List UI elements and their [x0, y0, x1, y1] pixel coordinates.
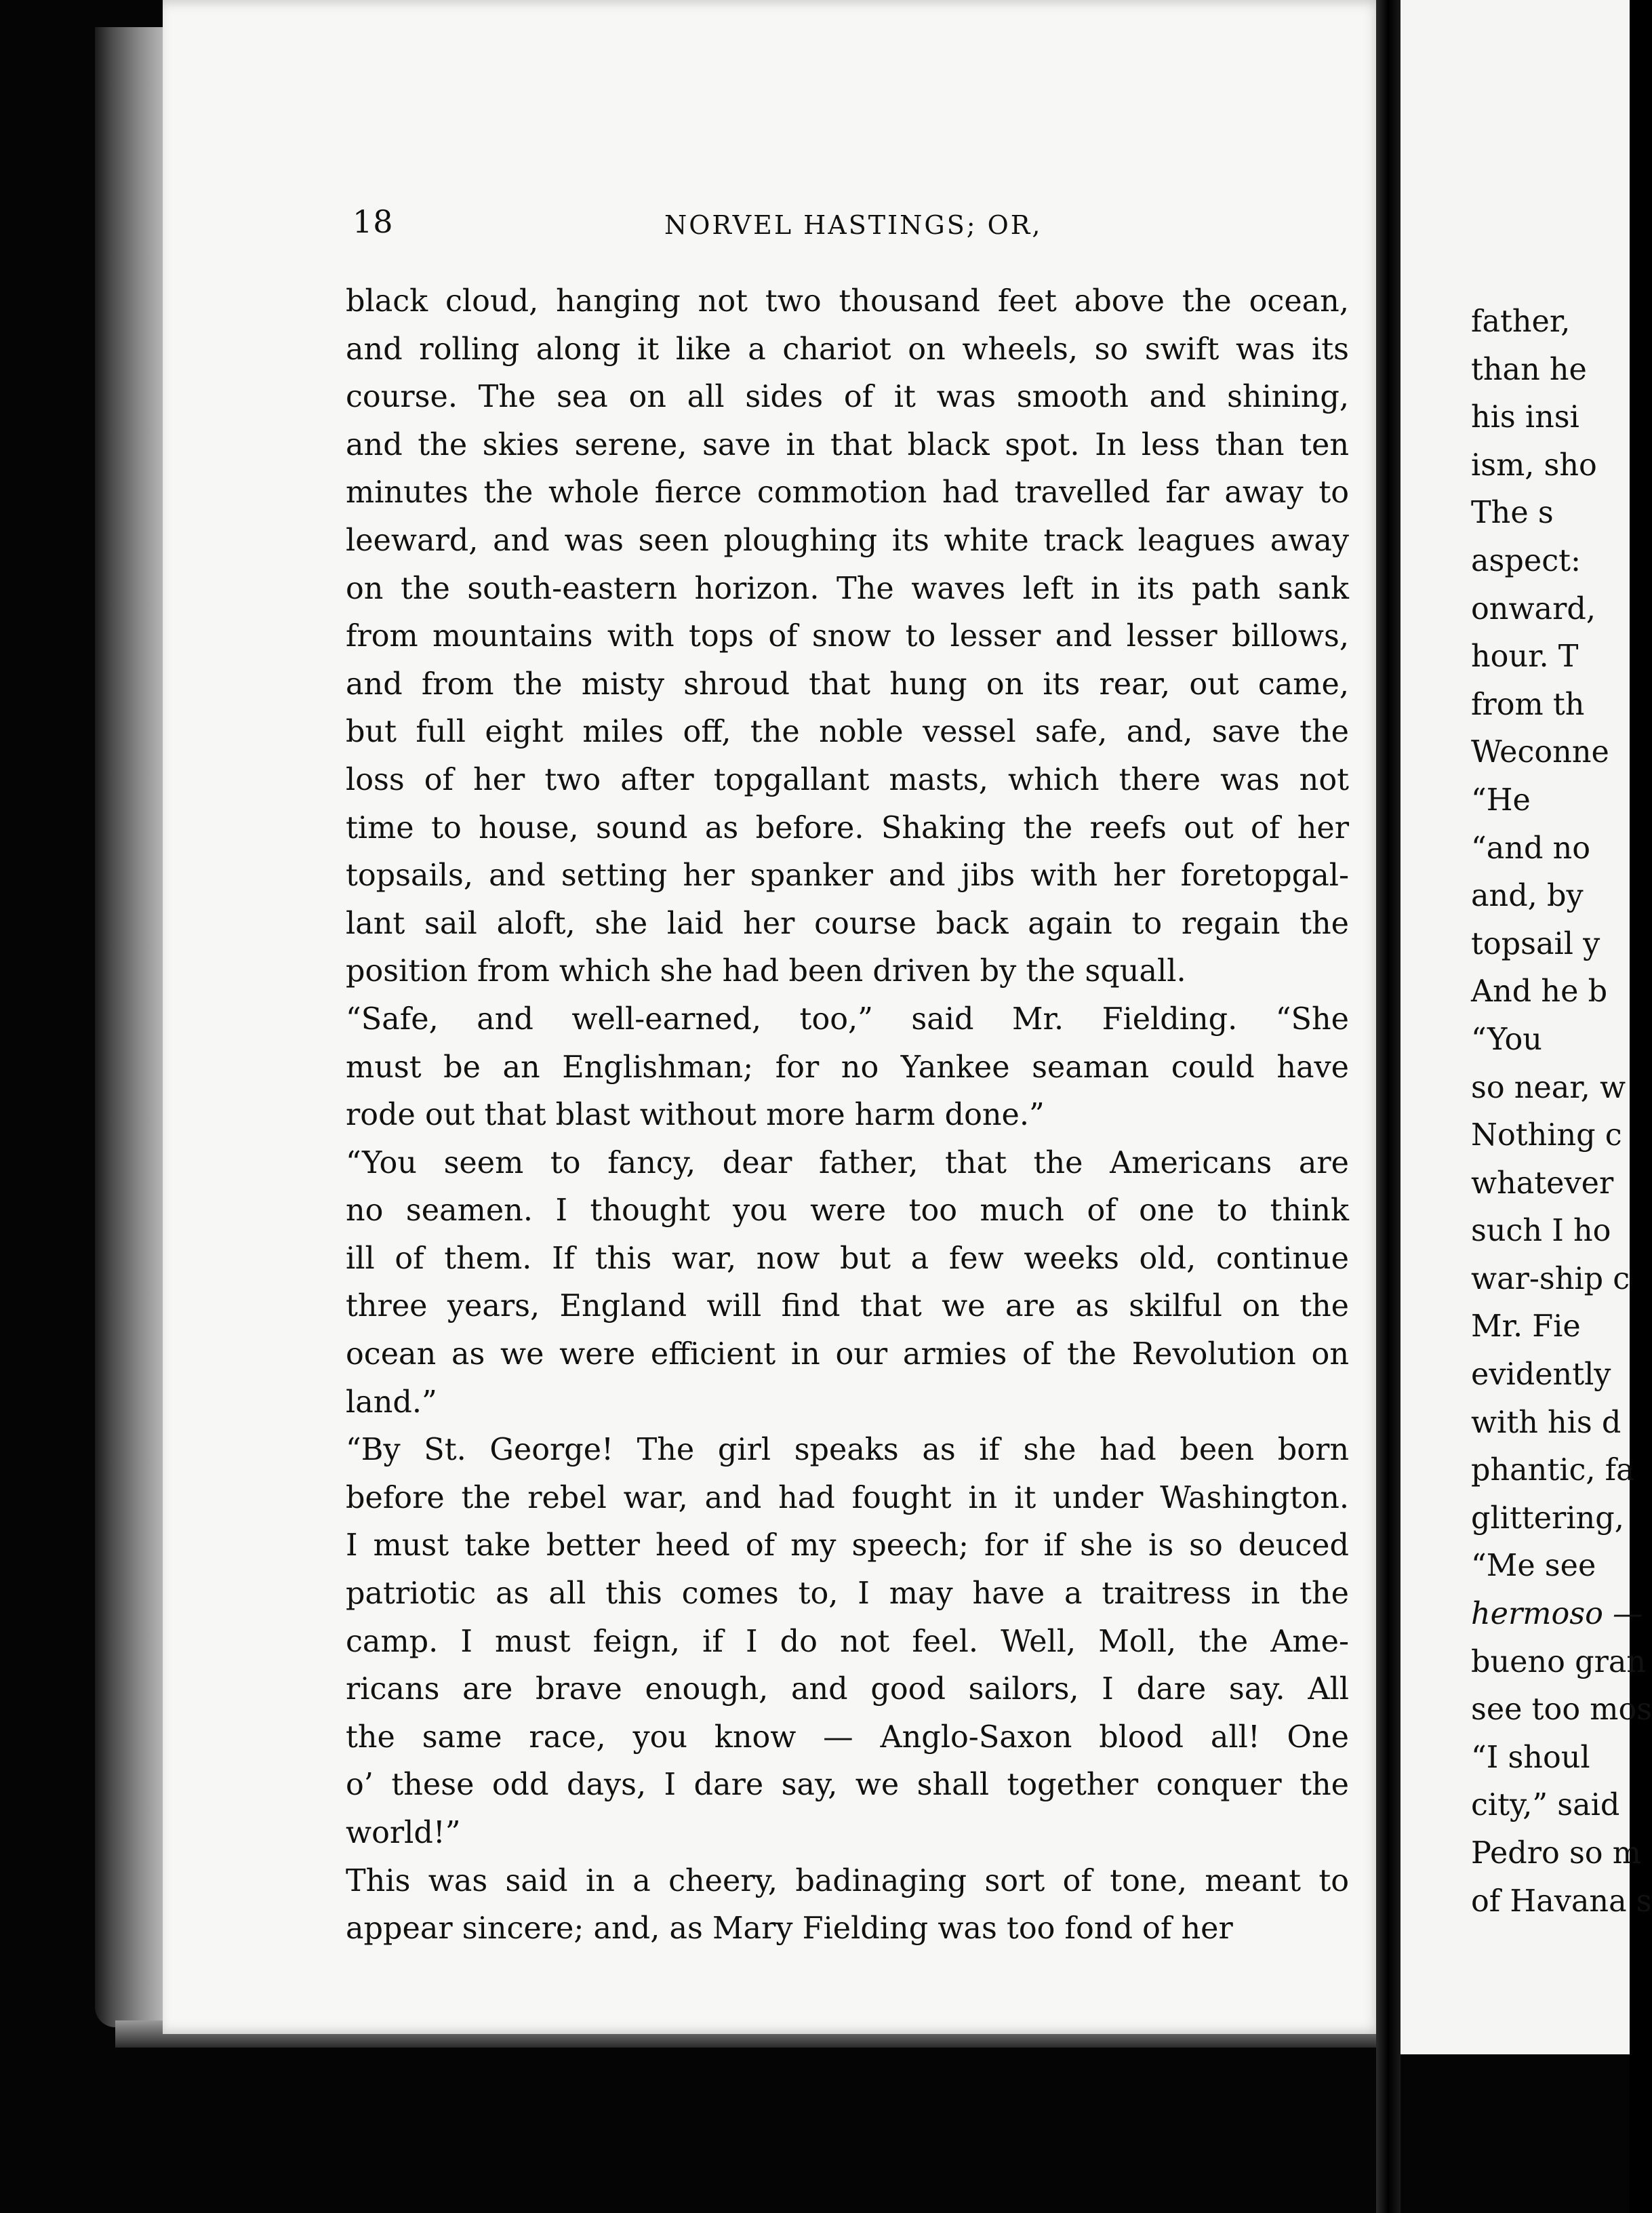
text-line: “and no	[1471, 831, 1591, 866]
text-line: three years, England will find that we are as skilful on the	[346, 1289, 1349, 1324]
text-line: ism, sho	[1471, 447, 1597, 483]
page-number: 18	[352, 203, 394, 240]
text-line: hour. T	[1471, 639, 1579, 675]
text-line: of Havana s	[1471, 1883, 1652, 1919]
text-line: position from which she had been driven by the squall.	[346, 954, 1186, 989]
text-line: war-ship c	[1471, 1261, 1630, 1296]
text-line: And he b	[1471, 974, 1608, 1010]
text-line: hermoso —	[1471, 1597, 1643, 1632]
text-line: time to house, sound as before. Shaking the reefs out of her	[346, 810, 1349, 845]
text-line: lant sail aloft, she laid her course back again to regain the	[346, 906, 1349, 941]
text-line: Nothing c	[1471, 1118, 1622, 1153]
text-line: so near, w	[1471, 1070, 1626, 1105]
text-line: father,	[1471, 304, 1571, 339]
text-line: black cloud, hanging not two thousand feet above the ocean,	[346, 284, 1349, 319]
text-line: “Me see	[1471, 1549, 1596, 1584]
text-line: ill of them. If this war, now but a few weeks old, continue	[346, 1241, 1349, 1276]
text-line: loss of her two after topgallant masts, which there was not	[346, 762, 1349, 797]
text-line: leeward, and was seen ploughing its white track leagues away	[346, 523, 1349, 558]
text-line: The s	[1471, 496, 1554, 531]
text-line: evidently	[1471, 1357, 1611, 1393]
text-line: such I ho	[1471, 1214, 1611, 1249]
text-line: whatever	[1471, 1165, 1614, 1201]
text-line: topsail y	[1471, 926, 1600, 961]
text-line: “Safe, and well-earned, too,” said Mr. Fielding. “She	[346, 1001, 1349, 1037]
text-line: from mountains with tops of snow to lesser and lesser billows,	[346, 619, 1349, 654]
text-line: Pedro so m	[1471, 1836, 1641, 1871]
text-line: rode out that blast without more harm done.”	[346, 1098, 1045, 1133]
text-line: aspect:	[1471, 543, 1581, 578]
text-line: patriotic as all this comes to, I may have a traitress in the	[346, 1576, 1349, 1612]
book-gutter	[1376, 0, 1401, 2213]
text-line: and from the misty shroud that hung on its rear, out came,	[346, 666, 1349, 702]
text-line: topsails, and setting her spanker and jibs with her foretopgal-	[346, 858, 1349, 894]
text-line: city,” said	[1471, 1788, 1620, 1823]
text-line: must be an Englishman; for no Yankee seaman could have	[346, 1050, 1349, 1085]
text-line: his insi	[1471, 400, 1579, 435]
text-line: phantic, fa	[1471, 1453, 1634, 1488]
text-line: from th	[1471, 687, 1585, 722]
text-line: land.”	[346, 1384, 437, 1420]
text-line: with his d	[1471, 1405, 1621, 1440]
text-line: and the skies serene, save in that black spot. In less than ten	[346, 427, 1349, 462]
text-line: bueno gran	[1471, 1644, 1647, 1679]
text-line: Weconne	[1471, 735, 1609, 770]
text-line: I must take better heed of my speech; for if she is so deuced	[346, 1528, 1349, 1563]
text-line: course. The sea on all sides of it was smooth and shining,	[346, 380, 1349, 415]
text-line: glittering,	[1471, 1500, 1624, 1536]
text-line: o’ these odd days, I dare say, we shall together conquer the	[346, 1768, 1349, 1803]
text-line: “He	[1471, 782, 1531, 818]
text-line: and, by	[1471, 879, 1584, 914]
text-line: appear sincere; and, as Mary Fielding was too fond of her	[346, 1911, 1233, 1947]
text-line: “By St. George! The girl speaks as if she had been born	[346, 1433, 1349, 1468]
text-line: onward,	[1471, 591, 1596, 626]
text-line: ocean as we were efficient in our armies of the Revolution on	[346, 1337, 1349, 1372]
text-line: minutes the whole fierce commotion had travelled far away to	[346, 475, 1349, 511]
text-line: “You	[1471, 1022, 1542, 1057]
running-head	[352, 203, 1356, 244]
text-line: before the rebel war, and had fought in it under Washington.	[346, 1480, 1349, 1515]
right-page-fragment	[1471, 298, 1652, 1926]
text-line: no seamen. I thought you were too much of one to think	[346, 1193, 1349, 1229]
text-line: “I shoul	[1471, 1740, 1590, 1775]
text-line: camp. I must feign, if I do not feel. Well, Moll, the Ame-	[346, 1624, 1349, 1659]
text-line: on the south-eastern horizon. The waves left in its path sank	[346, 571, 1349, 606]
running-title: NORVEL HASTINGS; OR,	[664, 210, 1043, 240]
text-line: than he	[1471, 352, 1587, 387]
text-line: world!”	[346, 1816, 461, 1850]
text-line: This was said in a cheery, badinaging sort of tone, meant to	[346, 1863, 1349, 1898]
text-line: see too mos	[1471, 1692, 1652, 1728]
text-line: ricans are brave enough, and good sailors, I dare say. All	[346, 1672, 1349, 1707]
text-line: but full eight miles off, the noble vessel safe, and, save the	[346, 715, 1349, 750]
text-line: and rolling along it like a chariot on wheels, so swift was its	[346, 332, 1349, 367]
left-page-body	[346, 278, 1349, 1953]
text-line: the same race, you know — Anglo-Saxon blood all! One	[346, 1719, 1349, 1755]
text-line: Mr. Fie	[1471, 1309, 1581, 1344]
text-line: “You seem to fancy, dear father, that the Americans are	[346, 1145, 1349, 1180]
